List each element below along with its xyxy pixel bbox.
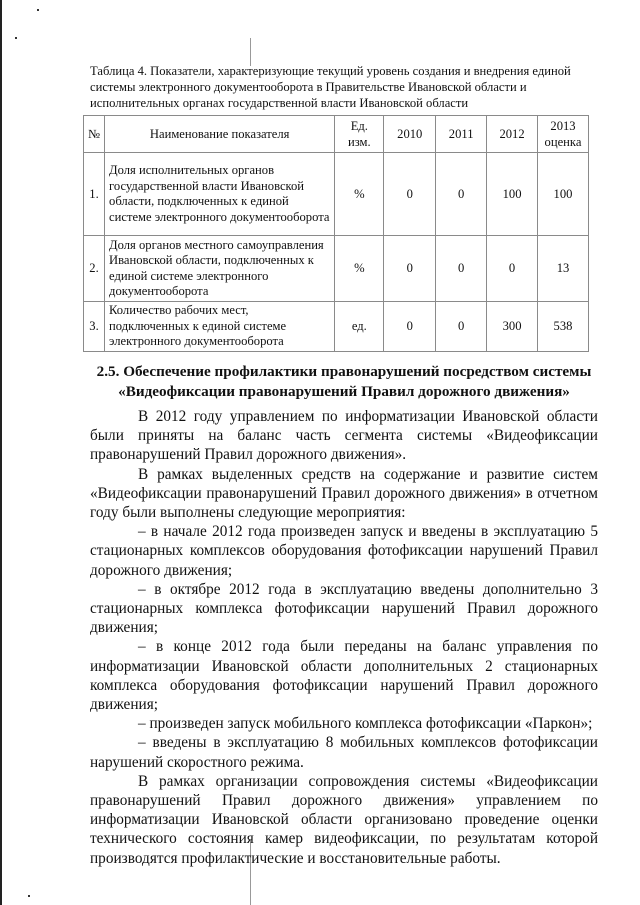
paragraph: В рамках организации сопровождения системы «Видеофиксации правонарушений Правил дорожного движения» управлением по информатизации Ивановской области организовано проведение оценки технического состояния камер видеофиксации, по результатам которой производятся профилактические и восстановительные работы. — [90, 772, 598, 867]
row-unit: % — [335, 153, 384, 236]
header-2011: 2011 — [436, 116, 487, 153]
scan-fold-line-top — [250, 38, 251, 66]
table-row — [84, 302, 589, 352]
row-name: Доля органов местного самоуправления Ивановской области, подключенных к единой системе электронного документооборота — [105, 236, 335, 302]
section-heading: 2.5. Обеспечение профилактики правонарушений посредством системы «Видеофиксации правонарушений Правил дорожного движения» — [96, 363, 592, 400]
list-item: – в конце 2012 года были переданы на баланс управления по информатизации Ивановской области дополнительных 2 стационарных комплекса оборудования фотофиксации нарушений Правил дорожного движения; — [90, 638, 598, 714]
row-name: Доля исполнительных органов государственной власти Ивановской области, подключенных к единой системе электронного документооборота — [105, 153, 335, 236]
row-2012: 100 — [487, 153, 538, 236]
row-unit: ед. — [335, 302, 384, 352]
header-2010: 2010 — [384, 116, 436, 153]
header-unit: Ед. изм. — [335, 116, 384, 153]
row-2010: 0 — [384, 302, 436, 352]
table-row — [84, 153, 589, 236]
scan-speck — [28, 895, 30, 897]
row-2012: 300 — [487, 302, 538, 352]
row-2010: 0 — [384, 153, 436, 236]
paragraph: В 2012 году управлением по информатизации Ивановской области были приняты на баланс часть сегмента системы «Видеофиксации правонарушений Правил дорожного движения». — [90, 408, 598, 464]
list-item: – в октябре 2012 года в эксплуатацию введены дополнительно 3 стационарных комплекса фотофиксации нарушений Правил дорожного движения; — [90, 580, 598, 637]
row-num: 2. — [84, 236, 105, 302]
list-item: – введены в эксплуатацию 8 мобильных комплексов фотофиксации нарушений скоростного режима. — [90, 734, 598, 771]
table-row — [84, 236, 589, 302]
header-num: № — [84, 116, 105, 153]
row-2012: 0 — [487, 236, 538, 302]
row-2013: 538 — [538, 302, 589, 352]
row-num: 1. — [84, 153, 105, 236]
row-2011: 0 — [436, 302, 487, 352]
list-item: – произведен запуск мобильного комплекса фотофиксации «Паркон»; — [138, 715, 593, 733]
row-2013: 100 — [538, 153, 589, 236]
row-name: Количество рабочих мест, подключенных к единой системе электронного документооборота — [105, 302, 335, 352]
scan-speck — [15, 37, 17, 39]
header-2013: 2013 оценка — [538, 116, 589, 153]
scan-speck — [37, 9, 39, 11]
indicators-table — [83, 115, 589, 352]
section-body — [90, 407, 598, 868]
row-unit: % — [335, 236, 384, 302]
header-name: Наименование показателя — [105, 116, 335, 153]
table-header-row — [84, 116, 589, 153]
row-2013: 13 — [538, 236, 589, 302]
table-caption: Таблица 4. Показатели, характеризующие текущий уровень создания и внедрения единой системы электронного документооборота в Правительстве Ивановской области и исполнительных органах государственной власти Ивановской области — [90, 64, 571, 110]
row-2010: 0 — [384, 236, 436, 302]
header-2012: 2012 — [487, 116, 538, 153]
list-item: – в начале 2012 года произведен запуск и введены в эксплуатацию 5 стационарных комплексов оборудования фотофиксации нарушений Правил дорожного движения; — [90, 523, 598, 579]
paragraph: В рамках выделенных средств на содержание и развитие систем «Видеофиксации правонарушений Правил дорожного движения» в отчетном году были выполнены следующие мероприятия: — [90, 465, 598, 522]
row-2011: 0 — [436, 236, 487, 302]
row-2011: 0 — [436, 153, 487, 236]
scan-left-edge — [0, 0, 2, 905]
row-num: 3. — [84, 302, 105, 352]
